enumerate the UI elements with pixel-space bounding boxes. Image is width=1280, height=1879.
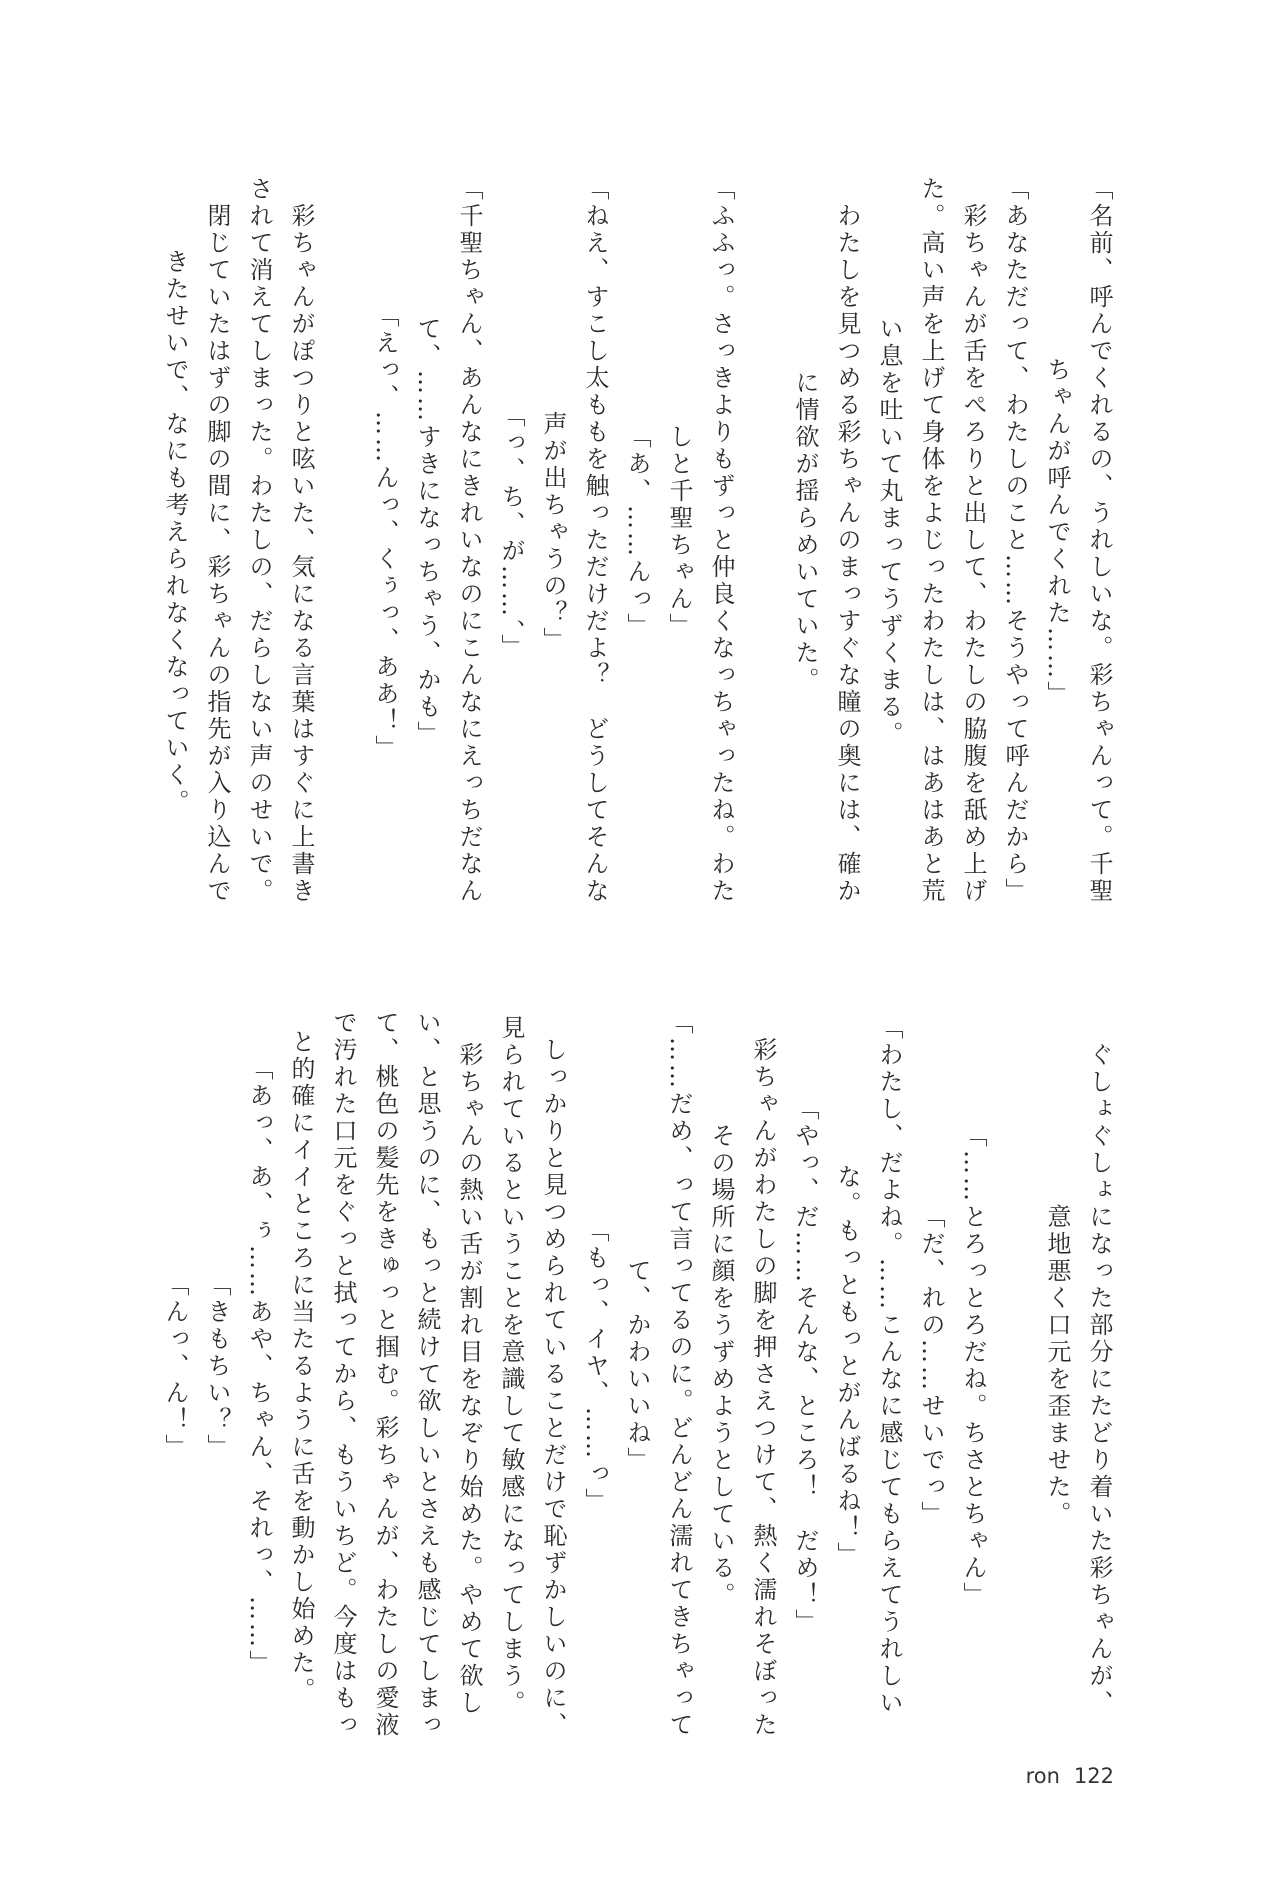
lower-text-block (154, 1010, 1120, 1739)
text-line: と的確にイイところに当たるように舌を動かし始めた。 (287, 1028, 315, 1704)
text-line: 「えっ、……んっ、くぅっ、ああ！」 (371, 302, 399, 762)
blank-line (994, 1010, 1036, 1722)
text-line: 彩ちゃんがわたしの脚を押さえつけて、熱く濡れそぼった (749, 1010, 777, 1739)
text-line: に情欲が揺らめいていた。 (791, 370, 819, 694)
text-line: 「あっ、あ、ぅ……あや、ちゃん、それっ、……」 (245, 1055, 273, 1677)
text-line: ぐしょぐしょになった部分にたどり着いた彩ちゃんが、 (1085, 1015, 1113, 1717)
text-line: 見られているということを意識して敏感になってしまう。 (497, 1015, 525, 1717)
text-line: しっかりと見つめられていることだけで恥ずかしいのに、 (539, 1010, 567, 1739)
text-line: わたしを見つめる彩ちゃんのまっすぐな瞳の奥には、確か (833, 176, 861, 905)
text-line: 「わたし、だよね。……こんなに感じてもらえてうれしい (875, 1015, 903, 1717)
page-number: 122 (1073, 1764, 1114, 1788)
text-line: で汚れた口元をぐっと拭ってから、もういちど。今度はもっ (329, 1010, 357, 1739)
author-name: ron (1025, 1764, 1060, 1788)
text-line: 「ふふっ。さっきよりもずっと仲良くなっちゃったね。わた (707, 176, 735, 905)
text-line: 意地悪く口元を歪ませた。 (1043, 1204, 1071, 1528)
text-line: 「千聖ちゃん、あんなにきれいなのにこんなにえっちだなん (455, 176, 483, 905)
text-line: されて消えてしまった。わたしの、だらしない声のせいで。 (245, 176, 273, 905)
text-line: い息を吐いて丸まってうずくまる。 (875, 316, 903, 748)
text-line: 「きもちい？」 (203, 1271, 231, 1461)
text-line: た。高い声を上げて身体をよじったわたしは、はあはあと荒 (917, 176, 945, 905)
text-line: て、かわいいね」 (623, 1258, 651, 1474)
text-line: て、……すきになっちゃう、かも」 (413, 316, 441, 748)
text-line: その場所に顔をうずめようとしている。 (707, 1123, 735, 1609)
text-line: 「……とろっとろだね。ちさとちゃん」 (959, 1123, 987, 1609)
text-line: 「あなただって、わたしのこと……そうやって呼んだから」 (1001, 176, 1029, 905)
text-line: 声が出ちゃうの？」 (539, 410, 567, 654)
text-line: 「もっ、イヤ、……っ」 (581, 1217, 609, 1515)
text-line: 彩ちゃんがぽつりと呟いた、気になる言葉はすぐに上書き (287, 176, 315, 905)
blank-line (742, 176, 784, 888)
text-line: 「名前、呼んでくれるの、うれしいな。彩ちゃんって。千聖 (1085, 176, 1113, 905)
text-line: な。もっともっとがんばるね！」 (833, 1163, 861, 1569)
text-line: 「……だめ、って言ってるのに。どんどん濡れてきちゃって (665, 1010, 693, 1739)
text-line: い、と思うのに、もっと続けて欲しいとさえも感じてしまっ (413, 1010, 441, 1739)
upper-text-block (154, 176, 1120, 905)
text-line: 「あ、……んっ」 (623, 424, 651, 640)
page-footer (1012, 1764, 1114, 1788)
text-line: 「やっ、だ……そんな、ところ！ だめ！」 (791, 1096, 819, 1636)
text-line: 「だ、れの……せいでっ」 (917, 1204, 945, 1528)
blank-line (322, 176, 364, 888)
text-line: ちゃんが呼んでくれた……」 (1043, 356, 1071, 708)
text-line: 「っ、ち、が……、」 (497, 403, 525, 661)
text-line: 彩ちゃんの熱い舌が割れ目をなぞり始めた。やめて欲し (455, 1015, 483, 1717)
text-line: 彩ちゃんが舌をぺろりと出して、わたしの脇腹を舐め上げ (959, 176, 987, 905)
text-line: 閉じていたはずの脚の間に、彩ちゃんの指先が入り込んで (203, 176, 231, 905)
text-line: 「んっ、ん！」 (161, 1271, 189, 1461)
text-line: て、桃色の髪先をきゅっと掴む。彩ちゃんが、わたしの愛液 (371, 1010, 399, 1739)
text-line: 「ねえ、すこし太ももを触っただけだよ？ どうしてそんな (581, 176, 609, 905)
text-line: しと千聖ちゃん」 (665, 424, 693, 640)
text-line: きたせいで、なにも考えられなくなっていく。 (161, 248, 189, 816)
